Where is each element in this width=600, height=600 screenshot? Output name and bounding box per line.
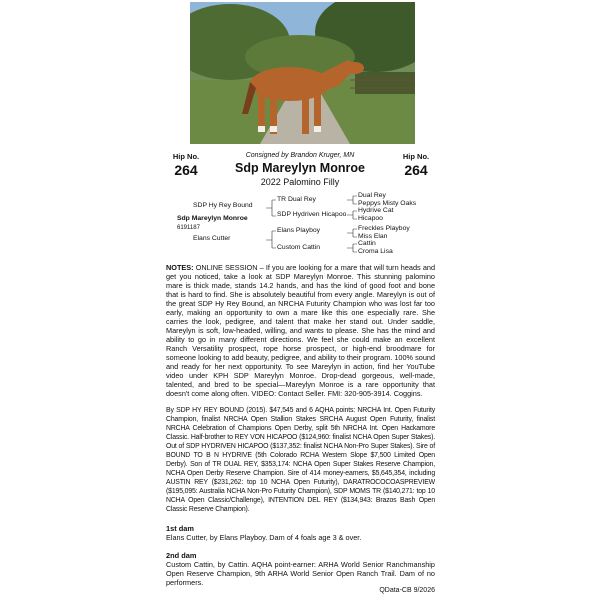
second-dam-text: Custom Cattin, by Cattin. AQHA point-earner: ARHA World Senior Ranchmanship Open Reserve Champion, 9th ARHA World Senior Open Ranch Trail. Dam of no performers.: [166, 560, 435, 587]
second-dam-heading: 2nd dam: [166, 551, 197, 560]
pedigree-g3-4: Hicapoo: [358, 215, 383, 222]
notes-label: NOTES:: [166, 263, 194, 272]
first-dam-heading: 1st dam: [166, 524, 194, 533]
first-dam-text: Elans Cutter, by Elans Playboy. Dam of 4 foals age 3 & over.: [166, 533, 362, 542]
footer-code: QData-CB 9/2026: [379, 587, 435, 594]
pedigree-sire: SDP Hy Rey Bound: [193, 202, 253, 209]
pedigree-g3-3: Hydrive Cat: [358, 207, 394, 214]
pedigree-g3-8: Croma Lisa: [358, 248, 393, 255]
pedigree-g3-1: Dual Rey: [358, 192, 386, 199]
horse-name: Sdp Mareylyn Monroe: [235, 161, 365, 175]
notes-text: ONLINE SESSION – If you are looking for a mare that will turn heads and get you noticed, take a look at SDP Mareylyn Monroe. This stunning palomino mare is thick made, stands 14.2 hands, and has the kind of good foot and bone that is hard to find. She is absolutely beautiful from every angle. Mareylyn is out of the great SDP Hy Rey Bound, an NRCHA Futurity Champion who was lost far too early, making an opportunity to own a mare like this one especially rare. She carries the look, pedigree, and talent that make her stand out. Under saddle, Mareylyn is soft, low-headed, willing, and wants to please. She has the mind and ability to go in many different directions. We feel she could make an excellent Ranch Versatility prospect, rope horse prospect, or high-end broodmare for someone looking to add beauty, pedigree, and ability to their program. 100% sound and ready for her next opportunity. To see Mareylyn in action, find her YouTube video under KPH SDP Mareylyn Monroe. Drop-dead gorgeous, well-made, talented, and bred to be special—Mareylyn Monroe is a rare opportunity that doesn't come along often. VIDEO: Contact Seller. FMI: 320-905-3914. Coggins.: [166, 263, 436, 398]
hip-number: 264: [404, 162, 428, 178]
pedigree-sire-sire: TR Dual Rey: [277, 196, 316, 203]
pedigree-g3-5: Freckles Playboy: [358, 225, 410, 232]
pedigree-dam-dam: Custom Cattin: [277, 244, 321, 251]
pedigree-sire-dam: SDP Hydriven Hicapoo: [277, 211, 347, 218]
hip-number: 264: [174, 162, 198, 178]
notes-paragraph: [166, 263, 435, 398]
pedigree-g3-7: Cattin: [358, 240, 376, 247]
consignor-line: Consigned by Brandon Kruger, MN: [245, 152, 355, 159]
registration-number: 6191187: [177, 225, 200, 231]
hip-label: Hip No.: [172, 152, 200, 161]
horse-description: 2022 Palomino Filly: [260, 177, 340, 187]
pedigree-subject: Sdp Mareylyn Monroe: [177, 215, 248, 222]
pedigree-g3-2: Peppys Misty Oaks: [358, 200, 417, 207]
sire-paragraph: By SDP HY REY BOUND (2015). $47,545 and 6 AQHA points: NRCHA Int. Open Futurity Champion, finalist NRCHA Open Stallion Stakes SRCHA August Open Futurity, finalist NRCHA Celebration of Champions Open Derby, split 5th NRCHA Int. Open Hackamore Classic. Half-brother to REY VON HICAPOO ($124,960: finalist NCHA Open Super Stakes). Out of SDP HYDRIVEN HICAPOO ($137,352: finalist NCHA Non-Pro Super Stakes). Sire of BOUND TO B N HYDRIVE (5th Colorado RCHA Western Slope $7,500 Limited Open Derby). Son of TR DUAL REY, $353,174: NCHA Open Super Stakes Reserve Champion, NCHA Open Derby Reserve Champion. Sire of 414 money-earners, $5,645,354, including AUSTIN REY ($231,262: top 10 NCHA Open Futurity), DARATROCOCOASPREVIEW ($195,095: Australia NCHA Non-Pro Futurity Champion), SDP MOMS TR ($140,271: top 10 NCHA Open Classic/Challenge), INTENTION DEL REY ($134,943: Brazos Bash Open Classic Reserve Champion).: [166, 407, 435, 513]
pedigree-g3-6: Miss Elan: [358, 233, 388, 240]
hip-label: Hip No.: [402, 152, 430, 161]
pedigree-dam-sire: Elans Playboy: [277, 227, 321, 234]
pedigree-dam: Elans Cutter: [193, 235, 231, 242]
